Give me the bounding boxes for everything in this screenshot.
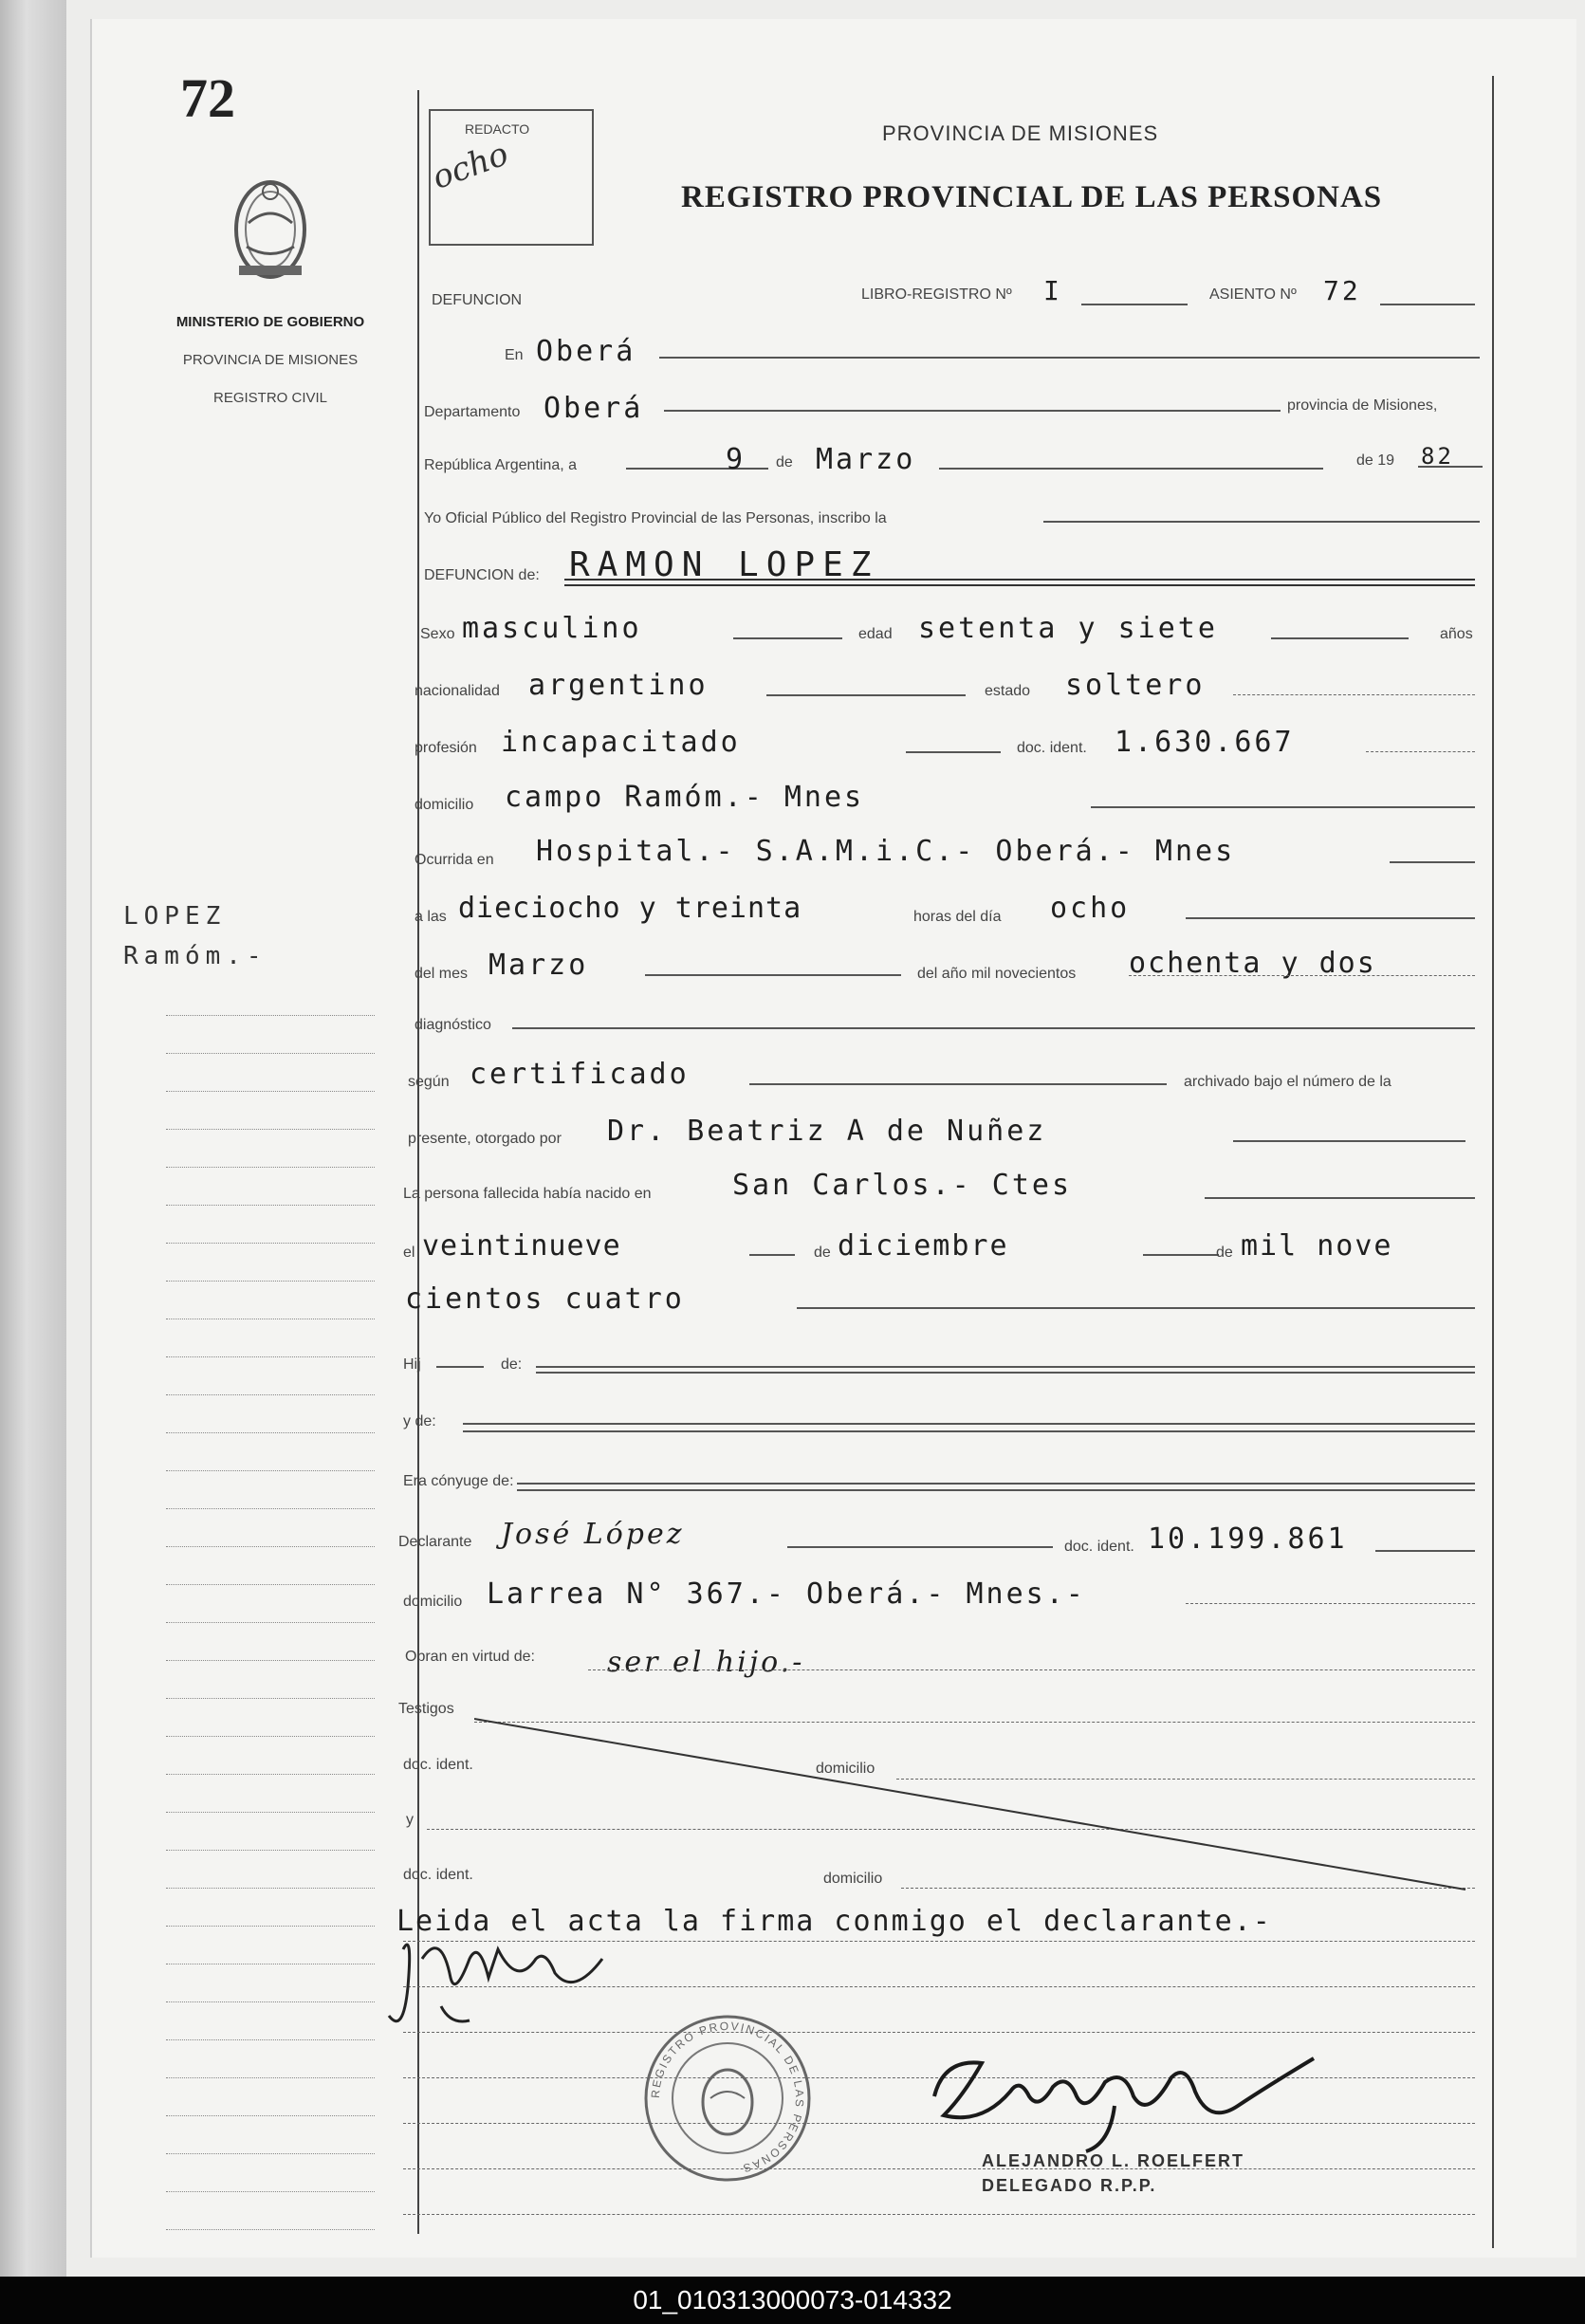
dia-line: [626, 468, 768, 470]
delegate-title: DELEGADO R.P.P.: [982, 2176, 1157, 2195]
margin-note: [123, 896, 267, 976]
margin-rule: [166, 2191, 375, 2192]
obran-line: [588, 1669, 1475, 1670]
decl-dom-label: domicilio: [403, 1594, 463, 1610]
margin-rule: [166, 2001, 375, 2002]
ministry-province: PROVINCIA DE MISIONES: [182, 352, 359, 368]
right-border: [1492, 76, 1494, 2248]
observation-rule: [403, 2168, 1475, 2169]
delegate-block: [982, 2149, 1244, 2198]
ocurrida-line: [1390, 861, 1475, 863]
conyuge-label: Era cónyuge de:: [403, 1473, 514, 1489]
nac-dia-value: veintinueve: [422, 1229, 621, 1263]
doc-line: [1366, 751, 1475, 752]
declarant-signature: [384, 1921, 659, 2044]
dia-texto-line: [1186, 917, 1475, 919]
asiento-label: ASIENTO Nº: [1209, 286, 1297, 303]
estado-line: [1233, 694, 1475, 695]
footer-image-code: 01_010313000073-014332: [0, 2277, 1585, 2324]
margin-rule: [166, 2153, 375, 2154]
header-title: REGISTRO PROVINCIAL DE LAS PERSONAS: [681, 180, 1383, 214]
margin-rule: [166, 2039, 375, 2040]
ministry-registry: REGISTRO CIVIL: [212, 390, 328, 406]
domicilio-line: [1091, 806, 1475, 808]
estado-value: soltero: [1065, 669, 1206, 702]
margin-note-name: Ramóm.-: [123, 942, 267, 970]
provincia-label: provincia de Misiones,: [1287, 397, 1438, 414]
folio-number: 72: [180, 67, 235, 129]
departamento-label: Departamento: [424, 404, 521, 420]
oficial-line: [1043, 521, 1480, 523]
edad-label: edad: [858, 626, 893, 642]
otorgado-value: Dr. Beatriz A de Nuñez: [607, 1115, 1047, 1148]
diagnostico-label: diagnóstico: [415, 1017, 491, 1033]
nacido-label: La persona fallecida había nacido en: [403, 1186, 652, 1202]
doc-value: 1.630.667: [1115, 726, 1295, 759]
margin-rule: [166, 1091, 375, 1092]
t2-doc-label: doc. ident.: [403, 1867, 473, 1883]
anio-mil-label: del año mil novecientos: [917, 966, 1077, 982]
ocurrida-label: Ocurrida en: [415, 852, 494, 868]
hij-de-label: de:: [501, 1356, 523, 1373]
margin-note-surname: LOPEZ: [123, 902, 227, 931]
dia-value: 9: [726, 443, 746, 476]
decl-dom-line: [1186, 1603, 1475, 1604]
margin-rule: [166, 1926, 375, 1927]
margin-rule: [166, 1167, 375, 1168]
margin-rule: [166, 1281, 375, 1282]
segun-value: certificado: [470, 1058, 690, 1091]
margin-rule: [166, 1053, 375, 1054]
edad-line: [1271, 637, 1409, 639]
redacto-handwriting: ocho: [427, 135, 514, 197]
declarante-label: Declarante: [398, 1534, 472, 1550]
margin-rule: [166, 1546, 375, 1547]
margin-rule: [166, 1243, 375, 1244]
provincial-coat-of-arms-icon: [218, 171, 323, 289]
horas-dia-label: horas del día: [913, 909, 1002, 925]
nac-de-label: de: [814, 1245, 831, 1261]
margin-rule: [166, 1129, 375, 1130]
anos-label: años: [1440, 626, 1473, 642]
archivado-label: archivado bajo el número de la: [1184, 1074, 1391, 1090]
domicilio-label: domicilio: [415, 797, 474, 813]
margin-rule: [166, 1812, 375, 1813]
asiento-line: [1380, 304, 1475, 305]
margin-rule: [166, 2077, 375, 2078]
libro-line: [1081, 304, 1188, 305]
estado-label: estado: [985, 683, 1031, 699]
hij-line: [436, 1366, 484, 1368]
ministry-name: MINISTERIO DE GOBIERNO: [175, 314, 365, 330]
decl-doc-line: [1375, 1550, 1475, 1552]
libro-value: I: [1043, 275, 1062, 306]
nombre-line: [564, 579, 1475, 581]
margin-rule: [166, 2229, 375, 2230]
sexo-label: Sexo: [420, 626, 455, 642]
book-binding: [0, 0, 66, 2277]
nacido-en-value: San Carlos.- Ctes: [732, 1169, 1073, 1202]
republica-label: República Argentina, a: [424, 457, 577, 473]
nac-dia-line: [749, 1254, 795, 1256]
nacionalidad-value: argentino: [528, 669, 709, 702]
defuncion-de-label: DEFUNCION de:: [424, 567, 540, 583]
nacionalidad-label: nacionalidad: [415, 683, 500, 699]
margin-rule: [166, 1015, 375, 1016]
anio-texto-line: [1129, 975, 1475, 976]
margin-rule: [166, 1660, 375, 1661]
mes-value: Marzo: [816, 443, 916, 476]
mes-texto-value: Marzo: [488, 949, 589, 982]
asiento-value: 72: [1323, 275, 1361, 306]
nac-anio-2: cientos cuatro: [405, 1282, 685, 1316]
header-province: PROVINCIA DE MISIONES: [882, 121, 1159, 145]
de-label: de: [776, 454, 793, 470]
y-label: y: [406, 1812, 414, 1828]
margin-rule: [166, 1736, 375, 1737]
delegate-signature: [925, 2039, 1323, 2153]
margin-rule: [166, 1508, 375, 1509]
anio-line: [1418, 466, 1483, 468]
observation-rule: [403, 2214, 1475, 2215]
yde-label: y de:: [403, 1413, 436, 1429]
nac-anio-1: mil nove: [1241, 1229, 1393, 1263]
ocurrida-value: Hospital.- S.A.M.i.C.- Oberá.- Mnes: [536, 835, 1236, 868]
nacido-en-line: [1205, 1197, 1475, 1199]
margin-rule: [166, 1356, 375, 1357]
en-label: En: [505, 347, 524, 363]
nac-mes-value: diciembre: [838, 1229, 1009, 1263]
segun-label: según: [408, 1074, 450, 1090]
t-dom-label: domicilio: [816, 1761, 875, 1777]
leida-text: Leida el acta la firma conmigo el declarante.-: [396, 1905, 1272, 1938]
yde-line-2: [463, 1430, 1475, 1432]
profesion-label: profesión: [415, 740, 477, 756]
libro-label: LIBRO-REGISTRO Nº: [861, 286, 1012, 303]
margin-rule: [166, 1698, 375, 1699]
otorgado-line: [1233, 1140, 1465, 1142]
nac-anio-line: [797, 1307, 1475, 1309]
hij-de-line-2: [536, 1372, 1475, 1374]
nombre-line-2: [564, 584, 1475, 586]
diagnostico-line: [512, 1027, 1475, 1029]
anio-value: 82: [1421, 443, 1454, 470]
oficial-text: Yo Oficial Público del Registro Provincial de las Personas, inscribo la: [424, 510, 887, 526]
mes-line: [939, 468, 1323, 470]
mes-texto-line: [645, 974, 901, 976]
decl-dom-value: Larrea N° 367.- Oberá.- Mnes.-: [487, 1577, 1086, 1611]
en-line: [659, 357, 1480, 359]
t-doc-label: doc. ident.: [403, 1757, 473, 1773]
obran-value: ser el hijo.-: [607, 1646, 805, 1679]
nac-mes-line: [1143, 1254, 1219, 1256]
presente-label: presente, otorgado por: [408, 1131, 562, 1147]
margin-rule: [166, 1432, 375, 1433]
margin-rule: [166, 1774, 375, 1775]
sexo-line: [733, 637, 842, 639]
nacionalidad-line: [766, 694, 966, 696]
form-type-label: DEFUNCION: [432, 292, 523, 308]
departamento-value: Oberá: [544, 392, 644, 425]
obran-label: Obran en virtud de:: [405, 1649, 535, 1665]
hij-de-line: [536, 1366, 1475, 1368]
profesion-line: [906, 751, 1001, 753]
margin-rule: [166, 1205, 375, 1206]
redacto-label: REDACTO: [465, 121, 530, 137]
testigos-label: Testigos: [398, 1701, 454, 1717]
delmes-label: del mes: [415, 966, 469, 982]
margin-rule: [166, 2115, 375, 2116]
deceased-name: RAMON LOPEZ: [569, 545, 879, 584]
delegate-name: ALEJANDRO L. ROELFERT: [982, 2151, 1245, 2170]
decl-doc-label: doc. ident.: [1064, 1539, 1134, 1555]
margin-rule: [166, 1470, 375, 1471]
margin-rule: [166, 1888, 375, 1889]
doc-label: doc. ident.: [1017, 740, 1087, 756]
decl-doc-value: 10.199.861: [1148, 1522, 1348, 1556]
nac-de2-label: de: [1216, 1245, 1233, 1261]
domicilio-value: campo Ramóm.- Mnes: [505, 781, 865, 814]
el-label: el: [403, 1245, 415, 1261]
t2-dom-label: domicilio: [823, 1871, 883, 1887]
registry-seal: [640, 2011, 816, 2186]
conyuge-line-2: [517, 1489, 1475, 1491]
margin-rule: [166, 1394, 375, 1395]
alas-label: a las: [415, 909, 447, 925]
dia-texto-value: ocho: [1050, 892, 1131, 925]
conyuge-line: [517, 1483, 1475, 1485]
margin-rule: [166, 1622, 375, 1623]
yde-line: [463, 1423, 1475, 1425]
anio-texto-value: ochenta y dos: [1129, 947, 1376, 980]
profesion-value: incapacitado: [501, 726, 741, 759]
left-header: [133, 304, 408, 417]
margin-rule: [166, 1850, 375, 1851]
edad-value: setenta y siete: [918, 612, 1218, 645]
horas-value: dieciocho y treinta: [458, 892, 802, 925]
en-value: Oberá: [536, 335, 636, 368]
margin-rule: [166, 1584, 375, 1585]
declarante-value: José López: [501, 1518, 685, 1551]
sexo-value: masculino: [462, 612, 642, 645]
segun-line: [749, 1083, 1167, 1085]
declarante-line: [787, 1546, 1053, 1548]
svg-text:REGISTRO PROVINCIAL DE LAS PER: REGISTRO PROVINCIAL DE LAS PERSONAS: [648, 2019, 807, 2176]
de-anio-label: de 19: [1356, 452, 1395, 469]
testigos-strike-line: [474, 1707, 1475, 1897]
hij-label: Hij: [403, 1356, 421, 1373]
departamento-line: [664, 410, 1281, 412]
